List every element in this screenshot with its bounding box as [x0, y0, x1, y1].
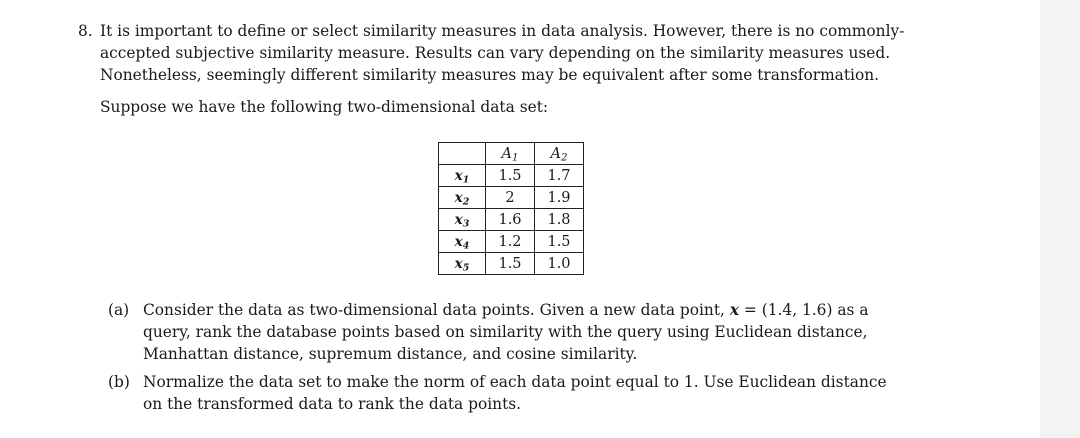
intro-line-2: accepted subjective similarity measure. Results can vary depending on the similarity measures used.: [100, 44, 891, 62]
cell-x2-a2: 1.9: [535, 187, 584, 209]
column-header-a2-sub: 2: [561, 152, 568, 164]
part-a-line-1: [143, 299, 918, 321]
column-header-a1: $A_1$: [486, 143, 535, 165]
part-b-line-1: Normalize the data set to make the norm of each data point equal to 1. Use Euclidean distance: [143, 373, 887, 391]
cell-x5-a2: 1.0: [535, 253, 584, 275]
row-label-x1: $x_1$: [439, 165, 486, 187]
part-a-line-1-pre: Consider the data as two-dimensional data points. Given a new data point,: [143, 301, 725, 319]
part-b-body: [143, 371, 918, 415]
cell-x5-a1: 1.5: [486, 253, 535, 275]
cell-x4-a2: 1.5: [535, 231, 584, 253]
part-b: [108, 371, 918, 415]
table-row: [439, 187, 584, 209]
part-a-line-3: Manhattan distance, supremum distance, and cosine similarity.: [143, 345, 638, 363]
problem-number: 8.: [78, 22, 93, 40]
column-header-a2: $A_2$: [535, 143, 584, 165]
suppose-text: Suppose we have the following two-dimensional data set:: [100, 98, 549, 116]
query-variable: x: [729, 301, 740, 319]
cell-x2-a1: 2: [486, 187, 535, 209]
data-table: [438, 142, 584, 275]
problem-intro: [100, 20, 918, 86]
intro-line-3: Nonetheless, seemingly different similarity measures may be equivalent after some transformation.: [100, 66, 880, 84]
right-margin-strip: [1040, 0, 1080, 438]
row-label-x2: $x_2$: [439, 187, 486, 209]
cell-x1-a1: 1.5: [486, 165, 535, 187]
table-row: [439, 209, 584, 231]
part-a-line-1-post: = (1.4, 1.6) as a: [743, 301, 869, 319]
table-row: [439, 165, 584, 187]
table-corner-cell: [439, 143, 486, 165]
table-row: [439, 231, 584, 253]
intro-line-1: It is important to define or select similarity measures in data analysis. However, there is no commonly-: [100, 22, 905, 40]
part-a-label: (a): [108, 301, 130, 319]
table-row: [439, 253, 584, 275]
cell-x3-a2: 1.8: [535, 209, 584, 231]
part-b-label: (b): [108, 373, 130, 391]
part-a: [108, 299, 918, 365]
part-a-body: [143, 299, 918, 365]
cell-x3-a1: 1.6: [486, 209, 535, 231]
part-b-line-2: on the transformed data to rank the data points.: [143, 395, 522, 413]
cell-x1-a2: 1.7: [535, 165, 584, 187]
cell-x4-a1: 1.2: [486, 231, 535, 253]
column-header-a1-sub: 1: [512, 152, 519, 164]
table-header-row: [439, 143, 584, 165]
problem-8: [78, 20, 918, 86]
row-label-x5: $x_5$: [439, 253, 486, 275]
row-label-x3: $x_3$: [439, 209, 486, 231]
row-label-x4: $x_4$: [439, 231, 486, 253]
part-a-line-2: query, rank the database points based on similarity with the query using Euclidean distance,: [143, 323, 868, 341]
